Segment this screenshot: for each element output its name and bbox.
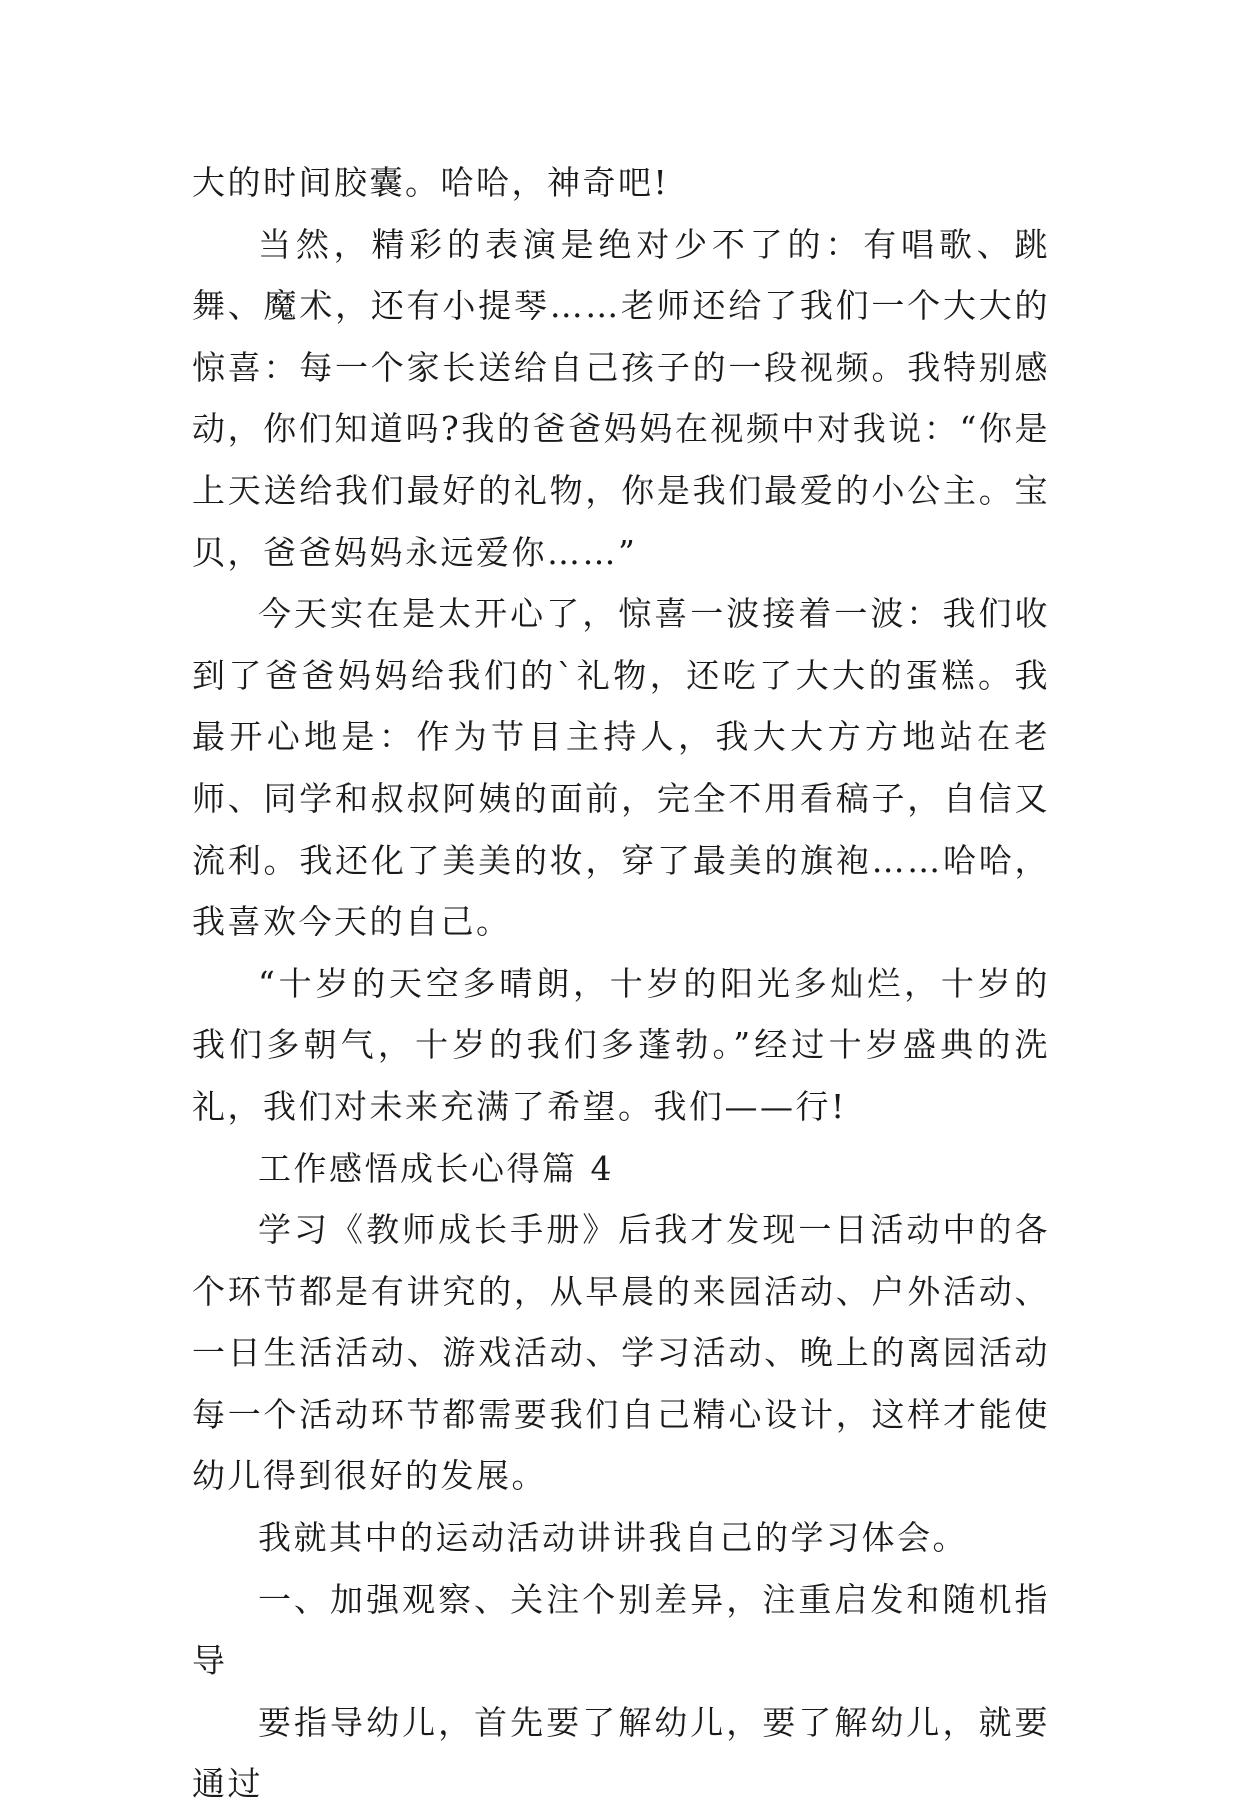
paragraph: 今天实在是太开心了，惊喜一波接着一波：我们收到了爸爸妈妈给我们的`礼物，还吃了大大的蛋糕。我最开心地是：作为节目主持人，我大大方方地站在老师、同学和叔叔阿姨的面前，完全不用看稿子，自信又流利。我还化了美美的妆，穿了最美的旗袍……哈哈，我喜欢今天的自己。	[192, 594, 1050, 942]
paragraph: 要指导幼儿，首先要了解幼儿，要了解幼儿，就要通过	[192, 1702, 1050, 1804]
section-heading: 工作感悟成长心得篇 4	[258, 1148, 614, 1188]
paragraph: 当然，精彩的表演是绝对少不了的：有唱歌、跳舞、魔术，还有小提琴……老师还给了我们一个大大的惊喜：每一个家长送给自己孩子的一段视频。我特别感动，你们知道吗?我的爸爸妈妈在视频中对我说：“你是上天送给我们最好的礼物，你是我们最爱的小公主。宝贝，爸爸妈妈永远爱你……”	[192, 224, 1050, 572]
paragraph: “十岁的天空多晴朗，十岁的阳光多灿烂，十岁的我们多朝气，十岁的我们多蓬勃。”经过十岁盛典的洗礼，我们对未来充满了希望。我们——行!	[192, 963, 1050, 1126]
subsection-heading: 一、加强观察、关注个别差异，注重启发和随机指导	[192, 1579, 1050, 1681]
document-body	[192, 152, 1050, 1815]
paragraph: 大的时间胶囊。哈哈，神奇吧!	[192, 163, 670, 202]
paragraph: 学习《教师成长手册》后我才发现一日活动中的各个环节都是有讲究的，从早晨的来园活动、户外活动、一日生活活动、游戏活动、学习活动、晚上的离园活动每一个活动环节都需要我们自己精心设计，这样才能使幼儿得到很好的发展。	[192, 1210, 1050, 1496]
paragraph: 我就其中的运动活动讲讲我自己的学习体会。	[258, 1518, 968, 1558]
